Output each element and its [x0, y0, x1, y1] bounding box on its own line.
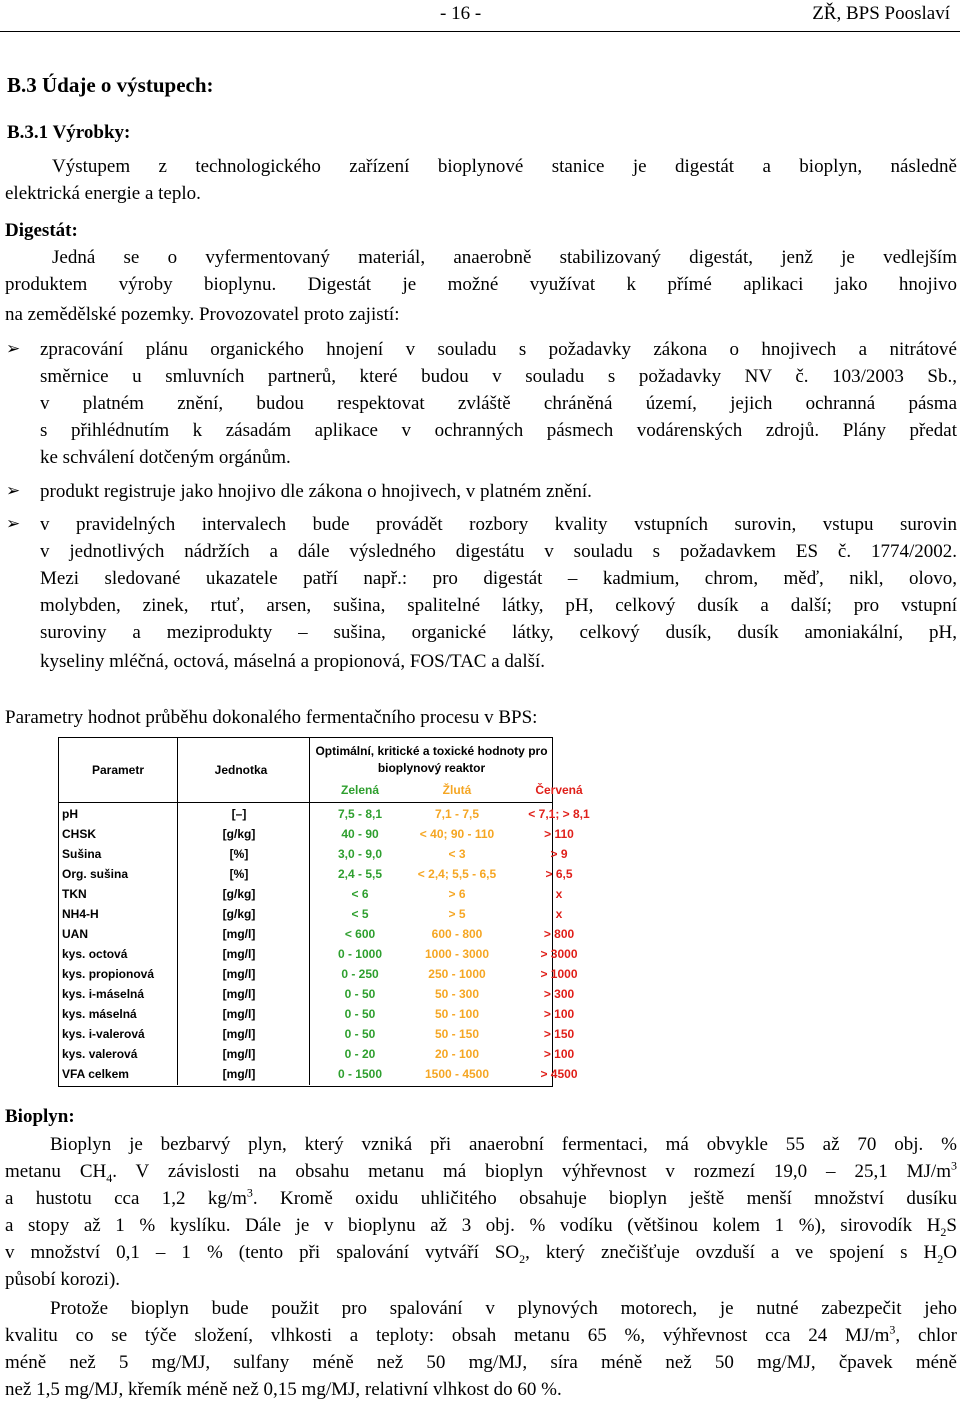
table-row: [59, 804, 590, 824]
cell-parametr: CHSK: [62, 827, 97, 841]
cell-cervena: > 100: [543, 1047, 575, 1061]
table-row: [59, 904, 563, 924]
text-span: S: [946, 1215, 957, 1236]
table-divider: [177, 738, 178, 802]
bullet-arrow-icon: ➢: [6, 514, 21, 534]
bullet-arrow-icon: ➢: [6, 339, 21, 359]
cell-cervena: > 9: [550, 847, 568, 861]
cell-zluta: 600 - 800: [431, 927, 483, 941]
cell-jednotka: [–]: [231, 807, 247, 821]
cell-zluta: 50 - 100: [434, 1007, 480, 1021]
cell-jednotka: [mg/l]: [222, 1047, 256, 1061]
bioplyn-p1-line: Bioplyn je bezbarvý plyn, který vzniká při anaerobní fermentaci, má obvykle 55 až 70 obj. %: [50, 1134, 957, 1155]
superscript: 3: [950, 1158, 957, 1173]
cell-zelena: 3,0 - 9,0: [337, 847, 383, 861]
cell-jednotka: [mg/l]: [222, 1027, 256, 1041]
bullet-2-line: produkt registruje jako hnojivo dle zákona o hnojivech, v platném znění.: [40, 481, 592, 502]
cell-parametr: kys. i-valerová: [62, 1027, 145, 1041]
cell-parametr: NH4-H: [62, 907, 99, 921]
text-span: metanu CH: [5, 1161, 107, 1182]
cell-jednotka: [mg/l]: [222, 967, 256, 981]
table-row: [59, 1064, 578, 1084]
table-header: [59, 738, 583, 803]
text-span: , chlor: [895, 1325, 957, 1346]
header-rule: [0, 31, 960, 32]
cell-cervena: > 6,5: [545, 867, 573, 881]
cell-zelena: 0 - 50: [344, 1007, 376, 1021]
text-span: . V závislosti na obsahu metanu má bioplyn výhřevnost v rozmezí 19,0 – 25,1 MJ/m: [112, 1161, 951, 1182]
cell-zluta: > 6: [448, 887, 466, 901]
cell-jednotka: [g/kg]: [222, 907, 256, 921]
cell-cervena: > 300: [543, 987, 575, 1001]
cell-parametr: Sušina: [62, 847, 102, 861]
cell-cervena: > 150: [543, 1027, 575, 1041]
bullet-1-line: ke schválení dotčeným orgánům.: [40, 447, 291, 468]
bullet-3-line: molybden, zinek, rtuť, arsen, sušina, spalitelné látky, pH, celkový dusík a další; pro vstupní: [40, 595, 957, 616]
cell-parametr: kys. máselná: [62, 1007, 137, 1021]
table-row: [59, 964, 578, 984]
cell-cervena: > 3000: [540, 947, 578, 961]
cell-cervena: x: [555, 907, 563, 921]
header-group-line-2: bioplynový reaktor: [377, 761, 486, 775]
cell-parametr: VFA celkem: [62, 1067, 129, 1081]
bioplyn-p1-line: [5, 1185, 957, 1212]
cell-zluta: 1500 - 4500: [424, 1067, 490, 1081]
cell-cervena: > 800: [543, 927, 575, 941]
cell-cervena: > 100: [543, 1007, 575, 1021]
cell-zluta: > 5: [448, 907, 466, 921]
header-cervena: Červená: [535, 783, 583, 797]
bioplyn-p2-line: než 1,5 mg/MJ, křemík méně než 0,15 mg/MJ, relativní vlhkost do 60 %.: [5, 1379, 562, 1400]
text-span: kvalitu co se týče složení, vlhkosti a teploty: obsah metanu 65 %, výhřevnost cca 24 MJ/m: [5, 1325, 890, 1346]
cell-zelena: 40 - 90: [341, 827, 379, 841]
cell-zelena: < 600: [344, 927, 376, 941]
cell-zelena: 0 - 1000: [337, 947, 383, 961]
text-span: O: [943, 1242, 957, 1263]
bioplyn-p2-line: méně než 5 mg/MJ, sulfany méně než 50 mg/MJ, síra méně než 50 mg/MJ, čpavek méně: [5, 1352, 957, 1373]
cell-zluta: 50 - 300: [434, 987, 480, 1001]
cell-jednotka: [mg/l]: [222, 927, 256, 941]
cell-parametr: kys. propionová: [62, 967, 155, 981]
bullet-3-line: v pravidelných intervalech bude provádět rozbory kvality vstupních surovin, vstupu surovin: [40, 514, 957, 535]
subscript: 2: [937, 1251, 944, 1266]
cell-jednotka: [%]: [229, 847, 249, 861]
cell-cervena: < 7,1; > 8,1: [528, 807, 590, 821]
cell-jednotka: [%]: [229, 867, 249, 881]
cell-parametr: TKN: [62, 887, 87, 901]
bullet-3-line: suroviny a meziprodukty – sušina, organické látky, celkový dusík, dusík amoniakální, pH,: [40, 622, 957, 643]
table-divider: [177, 802, 178, 1085]
page-number: - 16 -: [440, 3, 482, 24]
table-row: [59, 924, 575, 944]
table-divider: [309, 802, 310, 1085]
superscript: 3: [889, 1322, 896, 1337]
bioplyn-p2-line: Protože bioplyn bude použit pro spalování v plynových motorech, je nutné zabezpečit jeho: [50, 1298, 957, 1319]
bullet-1-line: s přihlédnutím k zásadám aplikace v ochranných pásmech vodárenských zdrojů. Plány předat: [40, 420, 957, 441]
header-right: ZŘ, BPS Pooslaví: [812, 3, 950, 24]
header-zelena: Zelená: [340, 783, 379, 797]
table-divider: [309, 738, 310, 802]
cell-cervena: > 4500: [540, 1067, 578, 1081]
cell-zelena: 7,5 - 8,1: [337, 807, 383, 821]
cell-zelena: 0 - 50: [344, 1027, 376, 1041]
cell-jednotka: [g/kg]: [222, 887, 256, 901]
cell-zluta: 1000 - 3000: [424, 947, 490, 961]
section-heading-b31: B.3.1 Výrobky:: [7, 122, 131, 143]
digestat-line-3: na zemědělské pozemky. Provozovatel proto zajistí:: [5, 304, 400, 325]
header-parametr: Parametr: [91, 763, 145, 777]
fermentation-parameters-table: [58, 737, 590, 1087]
bioplyn-p1-line: [5, 1239, 957, 1266]
digestat-heading: Digestát:: [5, 220, 78, 241]
cell-zluta: < 3: [448, 847, 466, 861]
cell-zelena: < 5: [351, 907, 369, 921]
cell-parametr: UAN: [62, 927, 88, 941]
subscript: 4: [106, 1170, 113, 1185]
cell-zluta: 50 - 150: [434, 1027, 480, 1041]
table-row: [59, 884, 563, 904]
bullet-3-line: v jednotlivých nádržích a dále výsledného digestátu v souladu s požadavkem ES č. 1774/2002.: [40, 541, 957, 562]
bullet-3-line: kyseliny mléčná, octová, máselná a propionová, FOS/TAC a další.: [40, 651, 546, 672]
subscript: 2: [519, 1251, 526, 1266]
table-intro: Parametry hodnot průběhu dokonalého fermentačního procesu v BPS:: [5, 707, 538, 728]
cell-parametr: kys. valerová: [62, 1047, 138, 1061]
subscript: 2: [940, 1224, 947, 1239]
header-jednotka: Jednotka: [214, 763, 268, 777]
cell-jednotka: [mg/l]: [222, 1067, 256, 1081]
digestat-line-1: Jedná se o vyfermentovaný materiál, anaerobně stabilizovaný digestát, jenž je vedlejším: [52, 247, 957, 268]
bioplyn-p1-line: [5, 1212, 957, 1239]
bioplyn-p2-line: [5, 1322, 957, 1349]
text-span: a hustotu cca 1,2 kg/m: [5, 1188, 247, 1209]
table-row: [59, 824, 574, 844]
cell-zluta: 250 - 1000: [428, 967, 486, 981]
text-span: , který znečišťuje ovzduší a ve spojení s H: [525, 1242, 938, 1263]
cell-parametr: Org. sušina: [62, 867, 129, 881]
bullet-arrow-icon: ➢: [6, 481, 21, 501]
cell-parametr: kys. octová: [62, 947, 128, 961]
digestat-line-2: produktem výroby bioplynu. Digestát je možné využívat k přímé aplikaci jako hnojivo: [5, 274, 957, 295]
bullet-1-line: zpracování plánu organického hnojení v souladu s požadavky zákona o hnojivech a nitrátové: [40, 339, 957, 360]
superscript: 3: [246, 1185, 253, 1200]
cell-jednotka: [mg/l]: [222, 947, 256, 961]
cell-jednotka: [mg/l]: [222, 1007, 256, 1021]
bioplyn-p1-line: působí korozi).: [5, 1269, 121, 1290]
table-row: [59, 1024, 575, 1044]
cell-zelena: 0 - 1500: [337, 1067, 383, 1081]
table-row: [59, 1044, 575, 1064]
cell-parametr: kys. i-máselná: [62, 987, 145, 1001]
cell-parametr: pH: [62, 807, 78, 821]
cell-zelena: 0 - 250: [341, 967, 379, 981]
section-heading-b3: B.3 Údaje o výstupech:: [7, 73, 214, 97]
bullet-1-line: směrnice u smluvních partnerů, které budou v souladu s požadavky NV č. 103/2003 Sb.,: [40, 366, 957, 387]
cell-zluta: < 40; 90 - 110: [419, 827, 495, 841]
cell-cervena: > 110: [544, 827, 574, 841]
cell-zelena: < 6: [351, 887, 369, 901]
table-row: [59, 844, 568, 864]
cell-zelena: 2,4 - 5,5: [337, 867, 383, 881]
cell-jednotka: [mg/l]: [222, 987, 256, 1001]
cell-jednotka: [g/kg]: [222, 827, 256, 841]
cell-cervena: x: [555, 887, 563, 901]
bioplyn-p1-line: [5, 1158, 957, 1185]
cell-cervena: > 1000: [540, 967, 578, 981]
text-span: . Kromě oxidu uhličitého obsahuje bioplyn ještě menší množství dusíku: [252, 1188, 957, 1209]
intro-line-1: Výstupem z technologického zařízení bioplynové stanice je digestát a bioplyn, následně: [52, 156, 957, 177]
bioplyn-heading: Bioplyn:: [5, 1106, 75, 1127]
text-span: a stopy až 1 % kyslíku. Dále je v bioplynu až 3 obj. % vodíku (většinou kolem 1 %), sirovodík H: [5, 1215, 941, 1236]
cell-zelena: 0 - 20: [344, 1047, 376, 1061]
cell-zluta: < 2,4; 5,5 - 6,5: [417, 867, 497, 881]
cell-zluta: 7,1 - 7,5: [434, 807, 480, 821]
header-zluta: Žlutá: [442, 783, 472, 797]
header-group-line-1: Optimální, kritické a toxické hodnoty pro: [315, 744, 548, 758]
cell-zelena: 0 - 50: [344, 987, 376, 1001]
intro-line-2: elektrická energie a teplo.: [5, 183, 201, 204]
bullet-3-line: Mezi sledované ukazatele patří např.: pro digestát – kadmium, chrom, měď, nikl, olovo,: [40, 568, 957, 589]
text-span: v množství 0,1 – 1 % (tento při spalování vytváří SO: [5, 1242, 520, 1263]
table-row: [59, 864, 573, 884]
table-row: [59, 984, 575, 1004]
table-row: [59, 1004, 575, 1024]
table-row: [59, 944, 578, 964]
bullet-1-line: v platném znění, budou respektovat zvláště chráněná území, jejich ochranná pásma: [40, 393, 957, 414]
cell-zluta: 20 - 100: [434, 1047, 480, 1061]
